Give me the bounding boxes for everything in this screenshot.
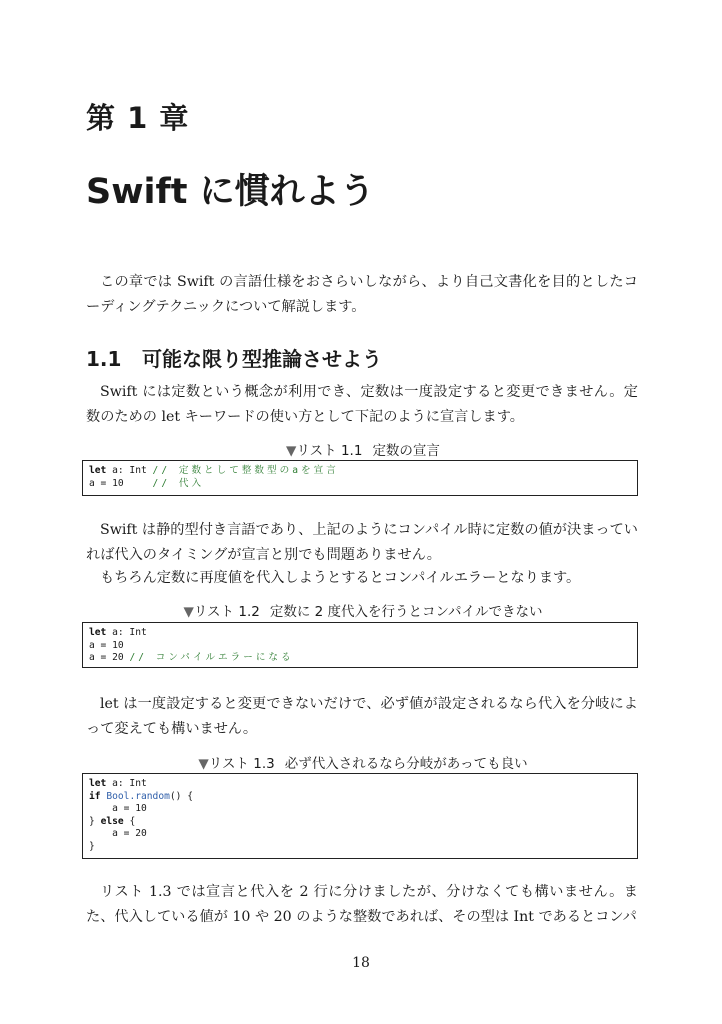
section-title: 可能な限り型推論させよう (142, 347, 382, 371)
triangle-marker-icon: ▼ (183, 604, 194, 620)
listing-1-label: リスト 1.1 (296, 443, 363, 459)
paragraph-1: Swift には定数という概念が利用でき、定数は一度設定すると変更できません。定数のための let キーワードの使い方として下記のように宣言します。 (86, 384, 638, 425)
chapter-label: 第 1 章 (86, 101, 190, 135)
code-line: } (89, 840, 95, 852)
paragraph-3: もちろん定数に再度値を代入しようとするとコンパイルエラーとなります。 (100, 570, 581, 586)
code-line: let a: Int (89, 627, 147, 638)
intro-paragraph: この章では Swift の言語仕様をおさらいしながら、より自己文書化を目的としたコーディングテクニックについて解説します。 (86, 274, 638, 315)
listing-2-label: リスト 1.2 (193, 604, 260, 620)
section-number: 1.1 (86, 347, 122, 371)
listing-3-label: リスト 1.3 (208, 756, 275, 772)
code-line: let a: Int (89, 778, 147, 789)
code-line: a = 10 (89, 639, 124, 651)
listing-3-caption-text: 必ず代入されるなら分岐があっても良い (284, 756, 528, 772)
paragraph-2: Swift は静的型付き言語であり、上記のようにコンパイル時に定数の値が決まっていれば代入のタイミングが宣言と別でも問題ありません。 (86, 522, 638, 563)
triangle-marker-icon: ▼ (286, 443, 297, 459)
code-line: a = 20 (89, 828, 147, 840)
triangle-marker-icon: ▼ (198, 756, 209, 772)
paragraph-5: リスト 1.3 では宣言と代入を 2 行に分けましたが、分けなくても構いません。また、代入している値が 10 や 20 のような整数であれば、その型は Int であるとコンパ (86, 884, 638, 925)
code-line: a = 20 // コンパイルエラーになる (89, 652, 294, 664)
listing-2-code (82, 622, 638, 668)
section-heading (86, 343, 382, 372)
page-number: 18 (352, 955, 370, 971)
listing-2-caption (86, 600, 640, 620)
paragraph-4: let は一度設定すると変更できないだけで、必ず値が設定されるなら代入を分岐によって変えても構いません。 (86, 696, 638, 737)
listing-3-code (82, 773, 638, 859)
listing-1-caption (86, 439, 640, 459)
code-line: a = 10 // 代入 (89, 477, 205, 489)
listing-1-caption-text: 定数の宣言 (372, 443, 440, 459)
listing-1-code (82, 460, 638, 496)
code-line: a = 10 (89, 803, 147, 815)
listing-2-caption-text: 定数に 2 度代入を行うとコンパイルできない (269, 604, 543, 620)
chapter-title: Swift に慣れよう (86, 172, 375, 212)
code-line: if Bool.random() { (89, 790, 193, 802)
code-line: } else { (89, 815, 136, 827)
listing-3-caption (86, 752, 640, 772)
code-line: let a: Int // 定数として整数型のaを宣言 (89, 465, 339, 476)
